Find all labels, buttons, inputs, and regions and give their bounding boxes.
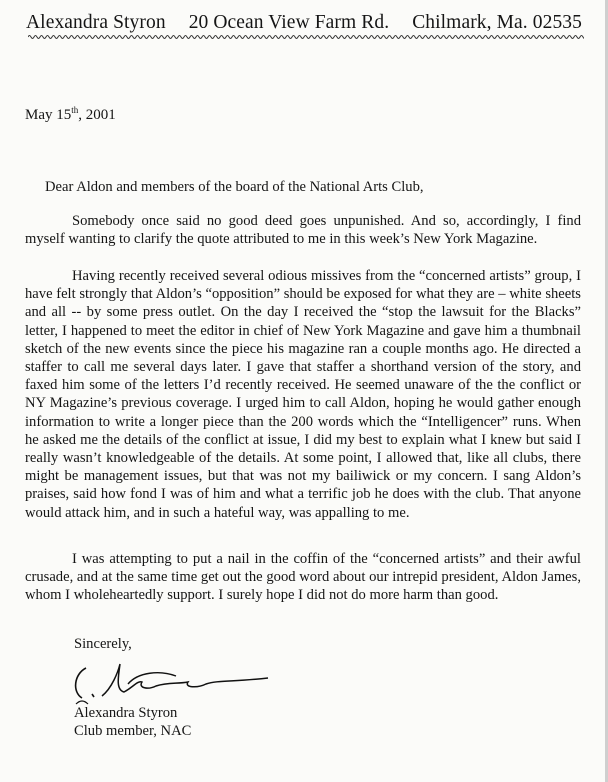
letter-date: May 15th, 2001	[25, 105, 116, 123]
letterhead-city: Chilmark, Ma. 02535	[412, 12, 582, 33]
letterhead-wavy-rule	[28, 33, 584, 41]
paragraph-2: Having recently received several odious missives from the “concerned artists” group, I have felt strongly that Aldon’s “opposition” should be exposed for what they are – white sheets and all -- by some press outlet. On the day I received the “stop the lawsuit for the Blacks” letter, I happened to meet the editor in chief of New York Magazine and gave him a thumbnail sketch of the new events since the piece his magazine ran a couple months ago. He directed a staffer to call me several days later. I gave that staffer a shorthand version of the story, and faxed him some of the letters I’d recently received. He seemed unaware of the the conflict or NY Magazine’s previous coverage. I urged him to call Aldon, hoping he would gather enough information to write a longer piece than the 200 words which the “Intelligencer” runs. When he asked me the details of the conflict at issue, I did my best to explain what I knew but said I really wasn’t knowledgeable of the details. At some point, I allowed that, like all clubs, there might be management issues, but that was not my bailiwick or my concern. I sang Aldon’s praises, said how fond I was of him and what a terrific job he does with the club. That anyone would attack him, and in such a hateful way, was appalling to me.	[25, 268, 581, 521]
signature-title: Club member, NAC	[74, 723, 192, 739]
letterhead-name: Alexandra Styron	[26, 12, 166, 33]
letterhead	[26, 12, 586, 34]
salutation: Dear Aldon and members of the board of the National Arts Club,	[45, 179, 424, 195]
signature-name: Alexandra Styron	[74, 705, 178, 721]
letterhead-address: 20 Ocean View Farm Rd.	[188, 12, 390, 33]
paragraph-3: I was attempting to put a nail in the coffin of the “concerned artists” and their awful crusade, and at the same time get out the good word about our intrepid president, Aldon James, whom I wholeheartedly support. I surely hope I did not do more harm than good.	[25, 551, 581, 604]
closing: Sincerely,	[74, 636, 132, 652]
handwritten-signature	[68, 658, 288, 706]
paragraph-1: Somebody once said no good deed goes unpunished. And so, accordingly, I find myself wanting to clarify the quote attributed to me in this week’s New York Magazine.	[25, 213, 581, 248]
